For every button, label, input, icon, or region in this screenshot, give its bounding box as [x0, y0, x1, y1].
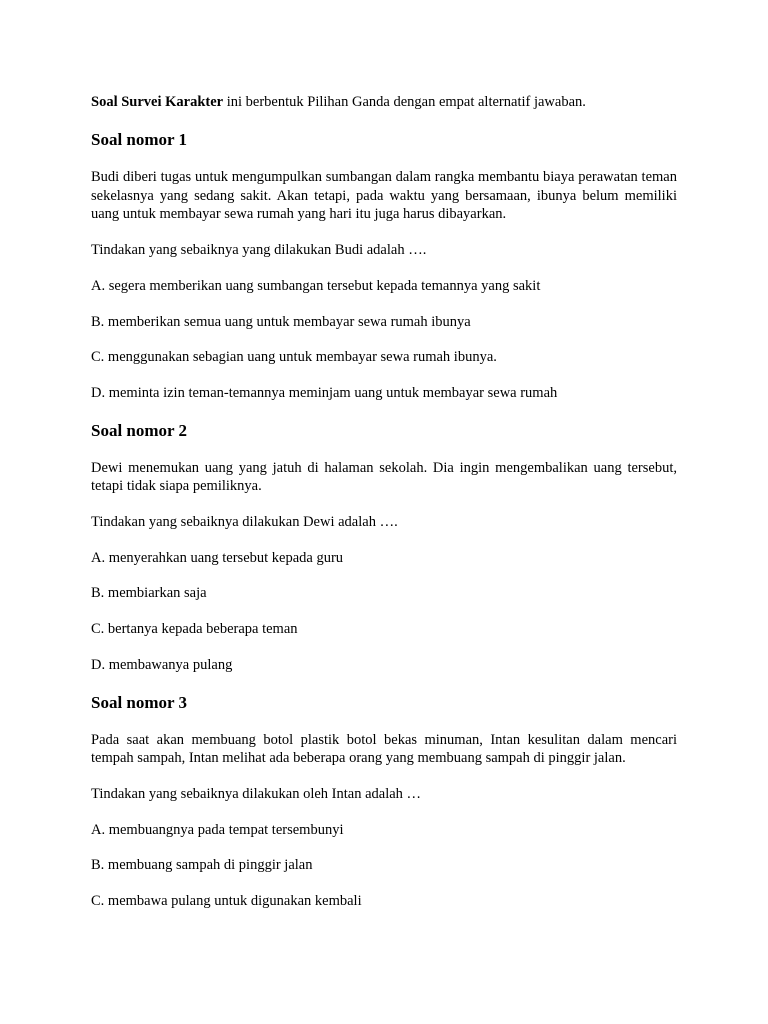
question-heading: Soal nomor 3	[91, 692, 188, 712]
question-prompt: Tindakan yang sebaiknya dilakukan Dewi adalah ….	[91, 514, 398, 531]
answer-option-d: D. membawanya pulang	[91, 656, 233, 673]
answer-option-b: B. membiarkan saja	[91, 585, 207, 602]
answer-option-c: C. membawa pulang untuk digunakan kembali	[91, 893, 362, 910]
intro-paragraph	[91, 93, 677, 112]
answer-option-b: B. memberikan semua uang untuk membayar sewa rumah ibunya	[91, 313, 471, 330]
question-heading: Soal nomor 1	[91, 130, 188, 149]
question-heading: Soal nomor 2	[91, 420, 188, 440]
question-prompt: Tindakan yang sebaiknya dilakukan oleh Intan adalah …	[91, 785, 422, 802]
answer-option-c: C. menggunakan sebagian uang untuk membayar sewa rumah ibunya.	[91, 349, 497, 366]
document-page	[91, 93, 677, 928]
question-body: Pada saat akan membuang botol plastik botol bekas minuman, Intan kesulitan dalam mencari tempah sampah, Intan melihat ada beberapa orang yang membuang sampah di pinggir jalan.	[91, 731, 677, 767]
answer-option-a: A. segera memberikan uang sumbangan tersebut kepada temannya yang sakit	[91, 277, 541, 294]
answer-option-a: A. membuangnya pada tempat tersembunyi	[91, 821, 344, 838]
answer-option-a: A. menyerahkan uang tersebut kepada guru	[91, 549, 344, 566]
intro-text: ini berbentuk Pilihan Ganda dengan empat alternatif jawaban.	[223, 94, 586, 110]
question-prompt: Tindakan yang sebaiknya yang dilakukan Budi adalah ….	[91, 242, 427, 259]
answer-option-d: D. meminta izin teman-temannya meminjam uang untuk membayar sewa rumah	[91, 384, 558, 401]
intro-bold-text: Soal Survei Karakter	[91, 94, 224, 110]
question-body: Budi diberi tugas untuk mengumpulkan sumbangan dalam rangka membantu biaya perawatan teman sekelasnya yang sedang sakit. Akan tetapi, pada waktu yang bersamaan, ibunya belum memiliki uang untuk membayar sewa rumah yang hari itu juga harus dibayarkan.	[91, 169, 677, 223]
question-body: Dewi menemukan uang yang jatuh di halaman sekolah. Dia ingin mengembalikan uang tersebut, tetapi tidak siapa pemiliknya.	[91, 459, 677, 495]
answer-option-c: C. bertanya kepada beberapa teman	[91, 621, 298, 638]
answer-option-b: B. membuang sampah di pinggir jalan	[91, 857, 313, 874]
